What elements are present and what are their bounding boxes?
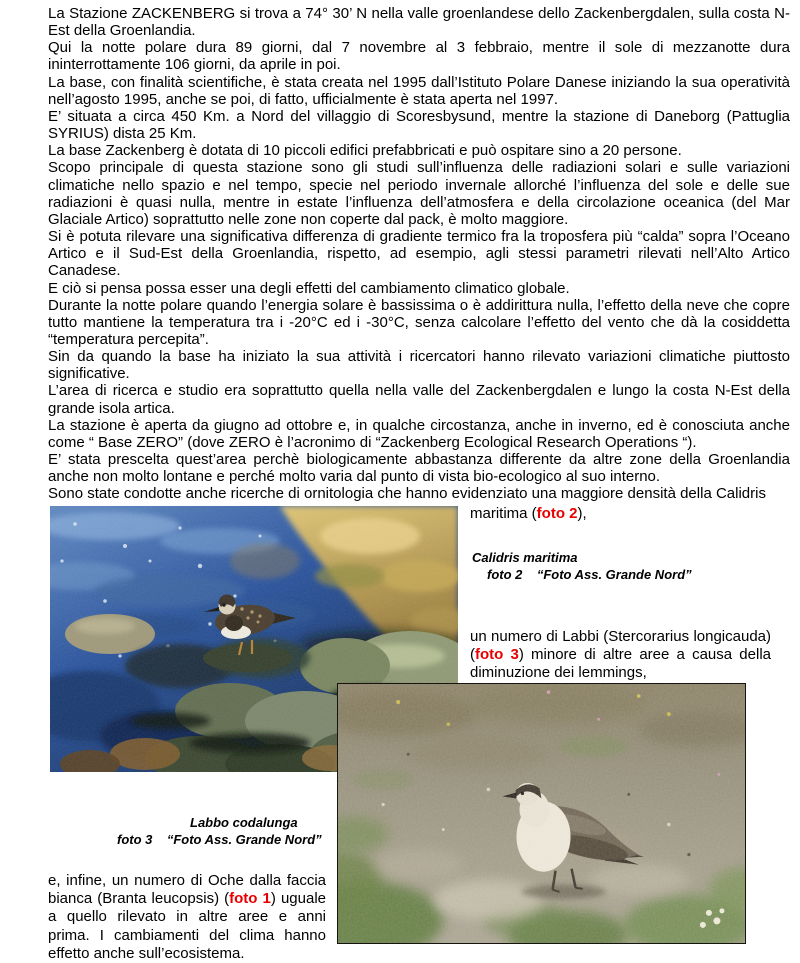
paragraph: Scopo principale di questa stazione sono gli studi sull’influenza delle radiazioni solari e sulle variazioni climatiche nello spazio e nel tempo, specie nel periodo invernale allorché l’influenza del sole e delle sue radiazioni è quasi nulla, mentre in estate l’influenza dell’atmosfera e della circolazione oceanica (del Mar Glaciale Artico) soprattutto nelle zone non coperte dal pack, è molto maggiore.: [48, 159, 790, 228]
labbo-codalunga-photo: [337, 683, 746, 944]
paragraph: Durante la notte polare quando l’energia solare è bassissima o è addirittura nulla, l’effetto della neve che copre tutto mantiene la temperatura tra i -20°C ed i -30°C, senza calcolare l’effetto del vento che dà la cosiddetta “temperatura percepita”.: [48, 296, 790, 348]
article-wrap-line: [470, 505, 780, 523]
final-paragraph: [48, 872, 326, 963]
paragraph: L’area di ricerca e studio era soprattutto quella nella valle del Zackenbergdalen e lungo la costa N-Est della grande isola artica.: [48, 382, 790, 417]
text-segment: ) minore di altre aree a causa della diminuzione dei lemmings,: [470, 646, 771, 681]
text-segment: ),: [577, 505, 587, 522]
text-segment: maritima (: [470, 505, 537, 522]
text-segment: e, infine, un numero di Oche dalla faccia bianca (Branta leucopsis) (: [48, 872, 326, 908]
paragraph: La base, con finalità scientifiche, è stata creata nel 1995 dall’Istituto Polare Danese iniziando la sua operatività nell’agosto 1995, anche se poi, di fatto, ufficialmente è stata aperta nel 1997.: [48, 73, 790, 108]
paragraph: Sono state condotte anche ricerche di ornitologia che hanno evidenziato una maggiore densità della Calidris: [48, 485, 766, 503]
text-segment: un numero di Labbi (Stercorarius longicauda) (: [470, 628, 771, 663]
paragraph: La stazione è aperta da giugno ad ottobre e, in qualche circostanza, anche in inverno, ed è conosciuta anche come “ Base ZERO” (dove ZERO è l’acronimo di “Zackenberg Ecological Research Operations “).: [48, 416, 790, 451]
text-segment: foto 2: [536, 505, 578, 522]
paragraph: E ciò si pensa possa esser una degli effetti del cambiamento climatico globale.: [48, 279, 570, 297]
text-segment: ) uguale a quello rilevato in altre aree e anni prima. I cambiamenti del clima hanno effetto anche sull’ecosistema.: [48, 890, 326, 962]
paragraph: Sin da quando la base ha iniziato la sua attività i ricercatori hanno rilevato variazioni climatiche piuttosto significative.: [48, 348, 790, 383]
labbo-photo-illustration: [338, 684, 745, 943]
paragraph: E’ situata a circa 450 Km. a Nord del villaggio di Scoresbysund, mentre la stazione di Daneborg (Pattuglia SYRIUS) dista 25 Km.: [48, 107, 790, 143]
photo2-caption-species: Calidris maritima: [472, 550, 578, 565]
photo3-caption-credit: foto 3 “Foto Ass. Grande Nord”: [117, 832, 322, 847]
paragraph: Si è potuta rilevare una significativa differenza di gradiente termico fra la troposfera più “calda” sopra l’Oceano Artico e il Sud-Est della Groenlandia, rispetto, ad esempio, agli stessi parametri rilevati nell’Alto Artico Canadese.: [48, 228, 790, 280]
text-segment: foto 1: [229, 890, 271, 908]
article-body: [48, 5, 790, 507]
paragraph: Qui la notte polare dura 89 giorni, dal 7 novembre al 3 febbraio, mentre il sole di mezzanotte dura ininterrottamente 106 giorni, da aprile in poi.: [48, 39, 790, 74]
photo3-caption-species: Labbo codalunga: [190, 815, 298, 830]
paragraph: E’ stata prescelta quest’area perchè biologicamente abbastanza differente da altre zone della Groenlandia anche non molto lontane e perché molto varia dal punto di vista bio-ecologico al suo interno.: [48, 451, 790, 486]
photo2-caption-credit: foto 2 “Foto Ass. Grande Nord”: [487, 567, 692, 582]
labbi-paragraph: [470, 628, 771, 682]
text-segment: foto 3: [475, 646, 519, 663]
paragraph: La Stazione ZACKENBERG si trova a 74° 30’ N nella valle groenlandese dello Zackenbergdalen, sulla costa N-Est della Groenlandia.: [48, 5, 790, 40]
paragraph: La base Zackenberg è dotata di 10 piccoli edifici prefabbricati e può ospitare sino a 20 persone.: [48, 142, 682, 160]
